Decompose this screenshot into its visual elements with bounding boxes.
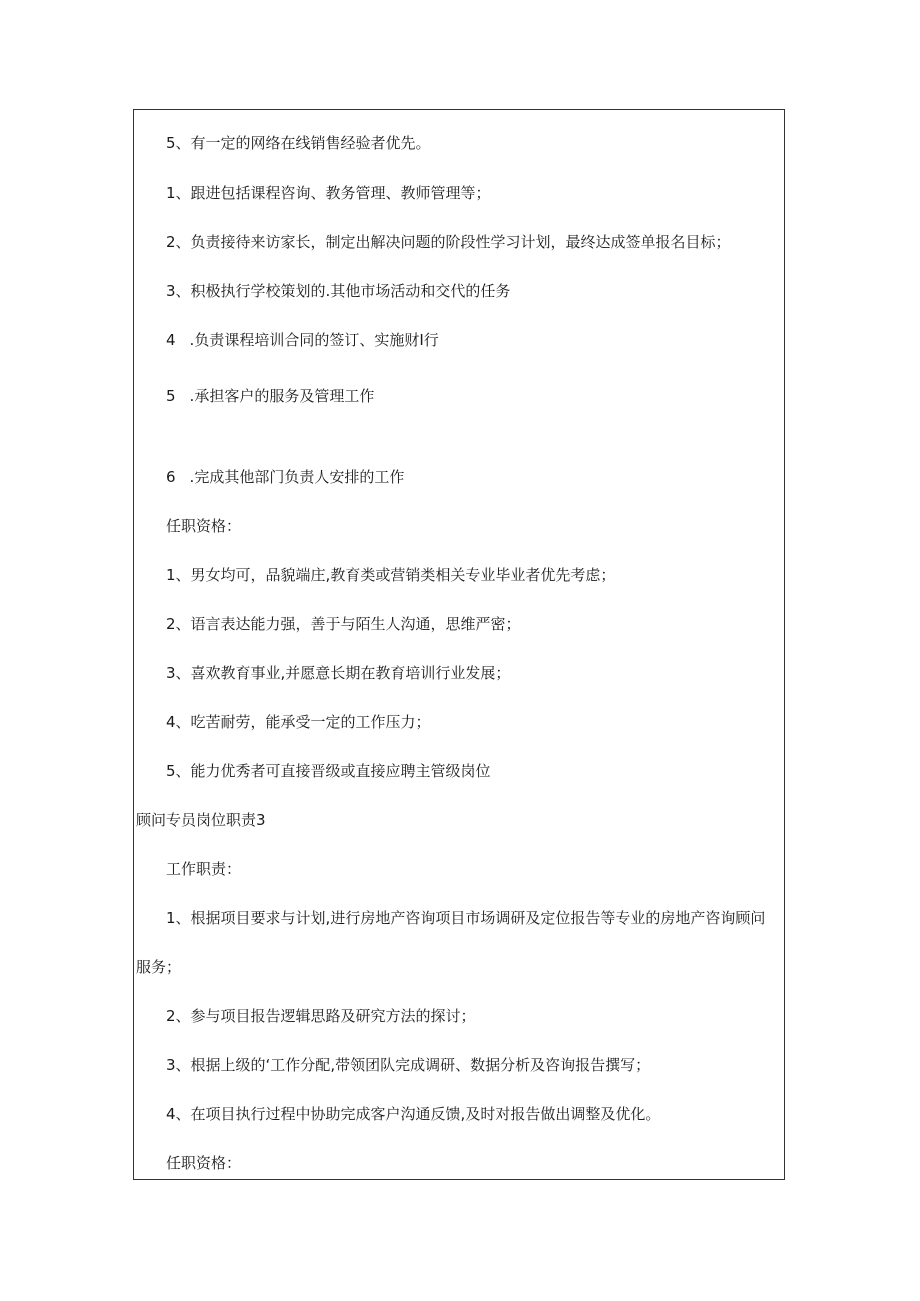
list-item bbox=[166, 330, 439, 350]
list-item: 2、负责接待来访家长，制定出解决问题的阶段性学习计划，最终达成签单报名目标； bbox=[166, 233, 731, 251]
list-item: 2、参与项目报告逻辑思路及研究方法的探讨； bbox=[166, 1007, 476, 1025]
list-item: 5、能力优秀者可直接晋级或直接应聘主管级岗位 bbox=[166, 762, 491, 780]
list-item: 4、在项目执行过程中协助完成客户沟通反馈,及时对报告做出调整及优化。 bbox=[166, 1105, 661, 1123]
list-item: 1、跟进包括课程咨询、教务管理、教师管理等； bbox=[166, 184, 491, 202]
list-item-text: .完成其他部门负责人安排的工作 bbox=[189, 468, 405, 486]
list-item: 1、根据项目要求与计划,进行房地产咨询项目市场调研及定位报告等专业的房地产咨询顾问 bbox=[166, 909, 766, 927]
section-heading: 任职资格： bbox=[166, 517, 242, 535]
section-title: 顾问专员岗位职责3 bbox=[136, 811, 266, 829]
list-item-number: 4 bbox=[166, 331, 176, 349]
list-item: 5、有一定的网络在线销售经验者优先。 bbox=[166, 134, 431, 152]
list-item: 4、吃苦耐劳，能承受一定的工作压力； bbox=[166, 713, 431, 731]
section-heading: 工作职责： bbox=[166, 860, 242, 878]
list-item-number: 6 bbox=[166, 468, 176, 486]
list-item: 3、喜欢教育事业,并愿意长期在教育培训行业发展； bbox=[166, 664, 511, 682]
list-item: 1、男女均可，品貌端庄,教育类或营销类相关专业毕业者优先考虑； bbox=[166, 566, 616, 584]
list-item bbox=[166, 386, 374, 406]
list-item-text: .负责课程培训合同的签订、实施财I行 bbox=[189, 331, 439, 349]
list-item: 3、根据上级的‘工作分配,带领团队完成调研、数据分析及咨询报告撰写； bbox=[166, 1056, 651, 1074]
list-item-text: .承担客户的服务及管理工作 bbox=[189, 387, 375, 405]
list-item: 3、积极执行学校策划的.其他市场活动和交代的任务 bbox=[166, 282, 511, 300]
list-item-continuation: 服务； bbox=[136, 958, 182, 976]
list-item-number: 5 bbox=[166, 387, 176, 405]
list-item: 2、语言表达能力强，善于与陌生人沟通，思维严密； bbox=[166, 615, 521, 633]
list-item bbox=[166, 467, 404, 487]
section-heading: 任职资格： bbox=[166, 1154, 242, 1172]
